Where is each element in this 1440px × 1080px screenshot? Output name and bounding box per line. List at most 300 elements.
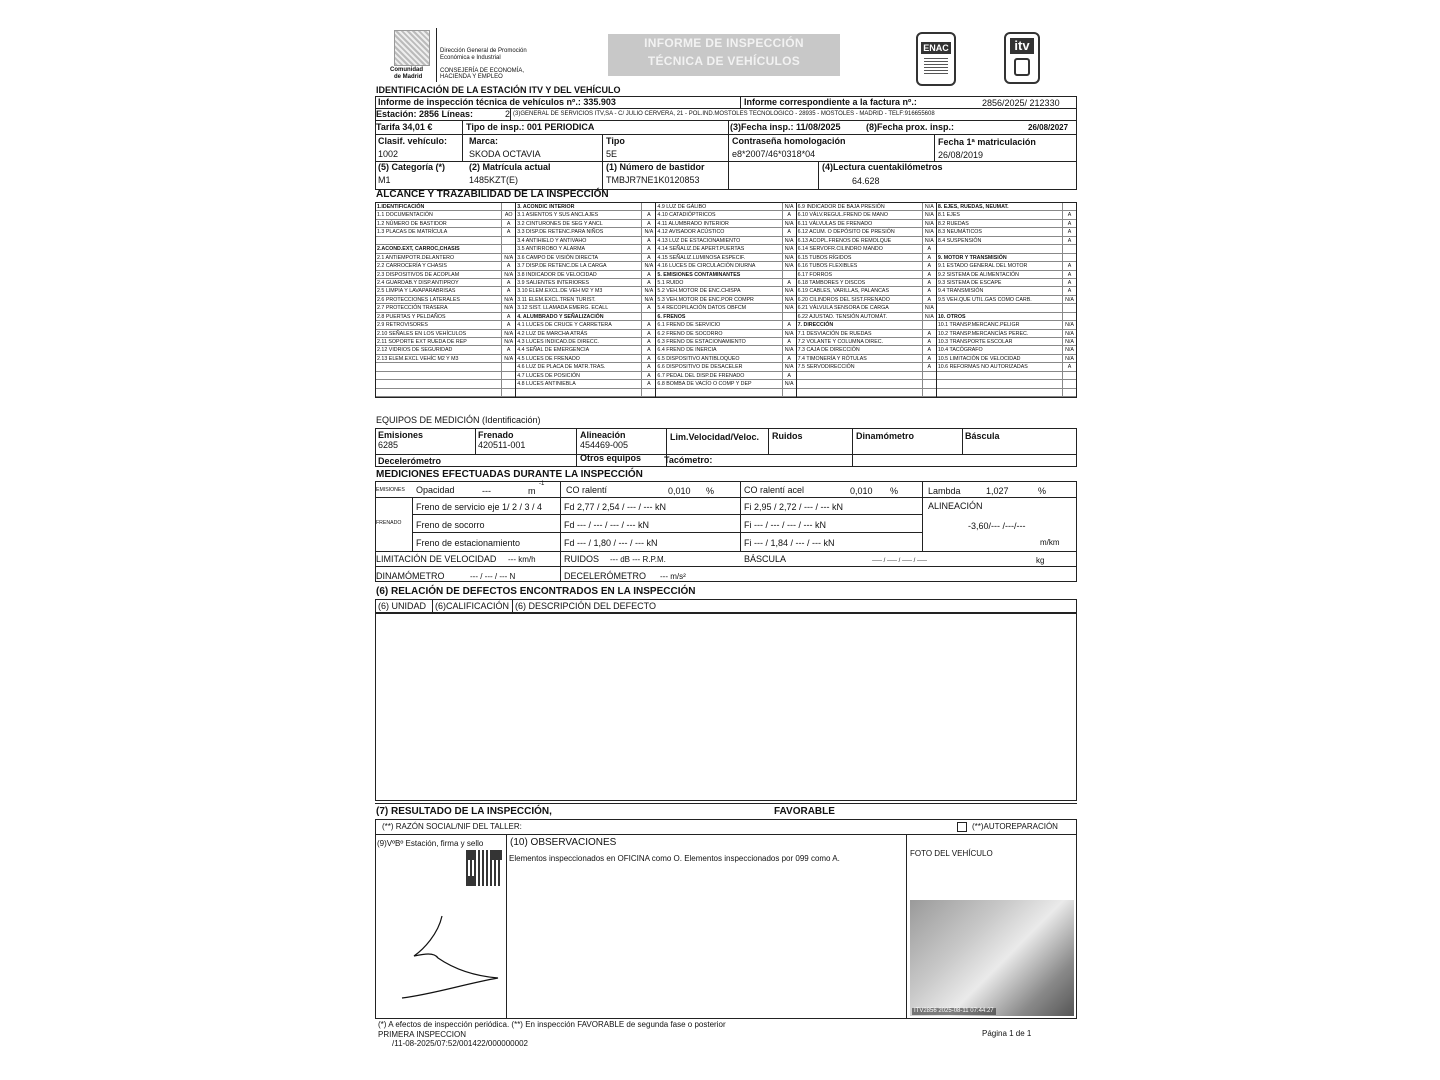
alcance-item-label: 3.5 ANTIRROBO Y ALARMA	[517, 246, 586, 253]
alcance-item-label: 4.10 CATADIÓPTRICOS	[657, 212, 716, 219]
lambda-val: 1,027	[986, 486, 1009, 496]
otros-eq-label: Otros equipos	[580, 453, 642, 463]
alcance-item	[376, 254, 515, 262]
alcance-item-result: N/A	[1062, 321, 1076, 328]
alcance-item	[656, 211, 795, 219]
alcance-item	[516, 296, 655, 304]
alcance-item-label: 2.1 ANTIEMPOTR.DELANTERO	[377, 254, 455, 261]
inspection-report	[372, 24, 1078, 1064]
org-line-3: CONSEJERÍA DE ECONOMÍA,	[440, 68, 525, 74]
alcance-item-label: 10.4 TACÓGRAFO	[937, 347, 983, 354]
alcance-item-label: 2.12 VIDRIOS DE SEGURIDAD	[377, 347, 453, 354]
alcance-item-label: 2.2 CARROCERÍA Y CHASIS	[377, 263, 447, 270]
alcance-item	[376, 279, 515, 287]
alcance-item-label: 3.3 DISP.DE RETENC.PARA NIÑOS	[517, 229, 604, 236]
alcance-item-result: A	[782, 321, 796, 328]
alineacion-unit: m/km	[1040, 538, 1060, 547]
alcance-item	[937, 389, 1076, 397]
section-equipos: EQUIPOS DE MEDICIÓN (Identificación)	[376, 415, 541, 425]
alcance-item-label: 4.14 SEÑALIZ.DE APERT.PUERTAS	[657, 246, 745, 253]
alcance-item-result: A	[922, 363, 936, 370]
alcance-item-result: N/A	[1062, 330, 1076, 337]
cuentakm-value: 64.628	[852, 176, 880, 186]
alcance-item-result: A	[641, 211, 655, 218]
alcance-item-result: N/A	[1062, 346, 1076, 353]
fecha-matricula-label: Fecha 1ª matriculación	[938, 137, 1036, 147]
freno-estac-label: Freno de estacionamiento	[416, 538, 521, 548]
alcance-item	[376, 211, 515, 219]
alcance-item-label: 4.7 LUCES DE POSICIÓN	[517, 372, 580, 379]
alcance-item-label: 4.8 LUCES ANTINIEBLA	[517, 381, 576, 388]
alcance-item	[516, 304, 655, 312]
alcance-item-label: 9.4 TRANSMISIÓN	[937, 288, 984, 295]
alcance-item-label	[376, 380, 501, 387]
alcance-item-result: A	[641, 321, 655, 328]
defectos-col-unidad: (6) UNIDAD	[378, 601, 427, 611]
alcance-item-result	[1062, 254, 1076, 261]
alcance-item-label: 4.6 LUZ DE PLACA DE MATR.TRAS.	[517, 364, 606, 371]
autoreparacion-label: (**)AUTOREPARACIÓN	[972, 822, 1058, 831]
alcance-item-label: 2.10 SEÑALES EN LOS VEHÍCULOS	[377, 330, 467, 337]
lineas-value: 2	[505, 109, 511, 119]
alcance-item-label: 9.3 SISTEMA DE ESCAPE	[937, 279, 1002, 286]
co-acel-val: 0,010	[850, 486, 873, 496]
alcance-item	[797, 321, 936, 329]
alcance-item-result	[922, 372, 936, 379]
alcance-item-result	[1062, 245, 1076, 252]
tipo-label: Tipo	[606, 136, 625, 146]
alcance-item	[516, 228, 655, 236]
alcance-item	[656, 330, 795, 338]
alcance-item-result: AO	[501, 211, 515, 218]
alcance-item-result: A	[501, 346, 515, 353]
alcance-item-result: N/A	[782, 346, 796, 353]
alcance-item	[797, 380, 936, 388]
alcance-grid	[375, 202, 1077, 398]
alcance-item-result: N/A	[922, 220, 936, 227]
alcance-column	[937, 203, 1076, 397]
alineacion-label: ALINEACIÓN	[928, 501, 983, 511]
freno-servicio-fi: Fi 2,95 / 2,72 / --- / --- kN	[744, 502, 844, 512]
alcance-item-result: N/A	[641, 262, 655, 269]
co-ralenti-pct: %	[706, 486, 715, 496]
alcance-item-result: A	[1062, 287, 1076, 294]
alcance-item-result: A	[1062, 271, 1076, 278]
alcance-item-label: 3.10 ELEM.EXCL.DE VEH M2 Y M3	[517, 288, 603, 295]
alcance-item-label: 10. OTROS	[937, 313, 966, 320]
alcance-item-result	[501, 389, 515, 396]
alcance-item-result: N/A	[782, 220, 796, 227]
alcance-item-result	[641, 313, 655, 320]
alcance-item-label	[376, 237, 501, 244]
alcance-item	[376, 237, 515, 245]
alcance-item-label	[656, 389, 781, 396]
madrid-crest-icon	[394, 30, 430, 66]
alcance-item-result: N/A	[501, 330, 515, 337]
alcance-item-result	[641, 203, 655, 210]
alcance-item-label: 8.2 RUEDAS	[937, 220, 969, 227]
alcance-item-result	[501, 203, 515, 210]
alcance-item-label: 6.3 FRENO DE ESTACIONAMIENTO	[657, 339, 746, 345]
alcance-item-result: N/A	[782, 262, 796, 269]
bastidor-value: TMBJR7NE1K0120853	[606, 175, 700, 185]
informe-number: Informe de inspección técnica de vehículos nº.: 335.903	[378, 97, 616, 107]
fecha-matricula: 26/08/2019	[938, 150, 984, 160]
matricula-value: 1485KZT(E)	[469, 175, 519, 185]
decelerometro-label: DECELERÓMETRO	[564, 571, 647, 581]
alcance-item-result: A	[641, 237, 655, 244]
emisiones-tag: EMISIONES	[376, 487, 405, 493]
alcance-item	[376, 330, 515, 338]
alcance-item-result: A	[1062, 220, 1076, 227]
ruidos-val: --- dB --- R.P.M.	[610, 555, 666, 564]
alcance-item-result: N/A	[641, 296, 655, 303]
alcance-item-label: 2.3 DISPOSITIVOS DE ACOPLAM	[377, 271, 460, 278]
cuentakm-label: (4)Lectura cuentakilómetros	[822, 162, 943, 172]
alcance-item	[656, 271, 795, 279]
itv-logo-text: itv	[1010, 38, 1034, 54]
alcance-item	[376, 380, 515, 388]
alcance-item-result: N/A	[782, 203, 796, 210]
alcance-item-label	[516, 389, 641, 396]
alcance-item-result	[1062, 372, 1076, 379]
alcance-item-label	[797, 389, 922, 396]
limvel-eq-label: Lim.Velocidad/Veloc.	[670, 432, 760, 442]
alcance-item-label: 9.5 VEH.QUE UTIL.GAS COMO CARB.	[937, 296, 1032, 303]
alcance-item	[516, 262, 655, 270]
alcance-item-label: 6.4 FRENO DE INERCIA	[657, 347, 717, 354]
opacidad-unit: m	[528, 486, 536, 496]
alcance-item	[656, 380, 795, 388]
alcance-item-label: 6.13 ACOPL.FRENOS DE REMOLQUE	[797, 237, 892, 244]
alcance-item-label: 1.1 DOCUMENTACIÓN	[377, 212, 433, 219]
alcance-item	[937, 304, 1076, 312]
alcance-item-result: A	[641, 338, 655, 345]
factura-label: Informe correspondiente a la factura nº.:	[744, 97, 917, 107]
homolog-label: Contraseña homologación	[732, 136, 846, 146]
alcance-item-label: 6. FRENOS	[657, 313, 686, 320]
alcance-item	[516, 330, 655, 338]
tarifa: Tarifa 34,01 €	[376, 122, 433, 132]
alcance-item-result: A	[1062, 279, 1076, 286]
report-title	[608, 34, 840, 76]
alcance-item-result: A	[641, 346, 655, 353]
opacidad-exp: -1	[539, 481, 545, 487]
alcance-item-result: N/A	[1062, 338, 1076, 345]
alcance-item-result: A	[922, 338, 936, 345]
alcance-item	[656, 228, 795, 236]
alcance-item-result: N/A	[922, 211, 936, 218]
enac-logo-text: ENAC	[921, 42, 951, 54]
alcance-item-label: 10.6 REFORMAS NO AUTORIZADAS	[937, 364, 1028, 371]
alcance-item	[376, 287, 515, 295]
alcance-item-result: A	[641, 279, 655, 286]
ruidos-label: RUIDOS	[564, 554, 600, 564]
alcance-item	[516, 279, 655, 287]
alcance-item-label: 7.5 SERVODIRECCIÓN	[797, 364, 855, 371]
alcance-item-label: 4.12 AVISADOR ACÚSTICO	[657, 229, 725, 236]
freno-estac-fd: Fd --- / 1,80 / --- / --- kN	[564, 538, 658, 548]
decelerometro-eq-label: Decelerómetro	[378, 456, 442, 466]
freno-servicio-label: Freno de servicio eje 1/ 2 / 3 / 4	[416, 502, 543, 512]
alcance-item	[937, 245, 1076, 253]
org-line-1: Dirección General de Promoción	[440, 48, 527, 54]
alcance-item-result: N/A	[782, 304, 796, 311]
alcance-item-label: 6.14 SERVOFR.CILINDRO MANDO	[797, 246, 883, 253]
alcance-item	[937, 338, 1076, 346]
alcance-item	[797, 338, 936, 346]
alcance-item-label: 6.9 INDICADOR DE BAJA PRESIÓN	[797, 204, 885, 210]
alcance-item-result: N/A	[641, 228, 655, 235]
alcance-item	[516, 254, 655, 262]
co-acel-pct: %	[890, 486, 899, 496]
alcance-item	[797, 355, 936, 363]
bascula-kg: kg	[1036, 556, 1045, 565]
alcance-item-result: A	[922, 296, 936, 303]
alcance-item	[937, 262, 1076, 270]
categoria-value: M1	[378, 175, 391, 185]
alcance-item-result	[922, 389, 936, 396]
alcance-item-label: 10.3 TRANSPORTE ESCOLAR	[937, 339, 1013, 345]
itv-logo	[1004, 32, 1040, 84]
alcance-item-label: 9.1 ESTADO GENERAL DEL MOTOR	[937, 263, 1028, 270]
comunidad-label: Comunidad	[390, 67, 423, 73]
alcance-item-label: 5.1 RUIDO	[657, 279, 684, 286]
section-alcance: ALCANCE Y TRAZABILIDAD DE LA INSPECCIÓN	[376, 189, 609, 200]
alcance-item-result: A	[641, 380, 655, 387]
footer-primera: PRIMERA INSPECCION	[378, 1030, 467, 1039]
alcance-item-label: 2.9 RETROVISORES	[377, 322, 428, 329]
alcance-item-label: 2.8 PUERTAS Y PELDAÑOS	[377, 313, 446, 320]
matricula-label: (2) Matrícula actual	[469, 162, 551, 172]
alcance-item	[376, 389, 515, 397]
alcance-item-label: 3.2 CINTURONES DE SEG Y ANCL	[517, 220, 603, 227]
alcance-item	[797, 389, 936, 397]
alcance-item-result: A	[501, 287, 515, 294]
alcance-item-result: N/A	[641, 287, 655, 294]
bastidor-label: (1) Número de bastidor	[606, 162, 705, 172]
alcance-item-label	[376, 372, 501, 379]
alcance-item	[656, 254, 795, 262]
alcance-item	[797, 203, 936, 211]
alcance-item	[516, 372, 655, 380]
alcance-item	[656, 389, 795, 397]
alcance-item-label: 4.4 SEÑAL DE EMERGENCIA	[517, 347, 590, 354]
alcance-item-result: A	[922, 271, 936, 278]
co-ralenti-label: CO ralentí	[566, 485, 608, 495]
alcance-item-result: N/A	[782, 254, 796, 261]
alcance-item-label: 3.11 ELEM.EXCL.TREN TURIST.	[517, 296, 596, 303]
alcance-item	[656, 220, 795, 228]
alcance-item-result	[501, 380, 515, 387]
alcance-item	[516, 338, 655, 346]
alcance-item-result: A	[641, 304, 655, 311]
org-line-4: HACIENDA Y EMPLEO	[440, 74, 503, 80]
alcance-item	[797, 296, 936, 304]
decelerometro-val: --- m/s²	[660, 572, 686, 581]
section-identificacion: IDENTIFICACIÓN DE LA ESTACIÓN ITV Y DEL VEHÍCULO	[376, 85, 621, 95]
alcance-item-result: A	[782, 355, 796, 362]
alcance-item	[937, 211, 1076, 219]
alcance-item-result: A	[782, 211, 796, 218]
alcance-item-label: 6.8 BOMBA DE VACÍO O COMP Y DEP	[657, 381, 752, 388]
fecha-inspeccion: (3)Fecha insp.: 11/08/2025	[730, 122, 841, 132]
autoreparacion-checkbox[interactable]	[957, 822, 967, 832]
alcance-item-result: A	[922, 279, 936, 286]
alcance-item-label: 3.7 DISP.DE RETENC.DE LA CARGA	[517, 263, 607, 270]
qr-code-icon	[466, 850, 502, 886]
alcance-item	[937, 380, 1076, 388]
bascula-eq-label: Báscula	[965, 431, 1000, 441]
alcance-item-result: A	[641, 363, 655, 370]
observaciones-text: Elementos inspeccionados en OFICINA como O. Elementos inspeccionados por 099 como A.	[509, 854, 840, 863]
alcance-item	[937, 355, 1076, 363]
alcance-item-result: A	[922, 355, 936, 362]
alcance-item-result	[1062, 203, 1076, 210]
lambda-pct: %	[1038, 486, 1047, 496]
alcance-item-result	[1062, 380, 1076, 387]
alcance-item-result	[501, 363, 515, 370]
alineacion-eq-label: Alineación	[580, 430, 626, 440]
alcance-item	[937, 271, 1076, 279]
co-acel-label: CO ralentí acel	[744, 485, 805, 495]
section-mediciones: MEDICIONES EFECTUADAS DURANTE LA INSPECCIÓN	[376, 469, 643, 480]
alcance-item-result: A	[501, 321, 515, 328]
alcance-item-label: 2.5 LIMPIA Y LAVAPARABRISAS	[377, 288, 456, 295]
alcance-item-result: N/A	[782, 237, 796, 244]
alcance-item-result: A	[641, 355, 655, 362]
alcance-item-result: A	[501, 228, 515, 235]
lambda-label: Lambda	[928, 486, 961, 496]
alcance-item	[797, 363, 936, 371]
alcance-item-label: 6.11 VÁLVULAS DE FRENADO	[797, 220, 873, 227]
alcance-item-label: 3.9 SALIENTES INTERIORES	[517, 279, 590, 286]
estacion-label: Estación: 2856 Líneas:	[376, 109, 474, 119]
alcance-item-result: A	[641, 254, 655, 261]
alcance-item-result: A	[501, 220, 515, 227]
alcance-item	[376, 313, 515, 321]
alcance-item-result: A	[641, 330, 655, 337]
freno-servicio-fd: Fd 2,77 / 2,54 / --- / --- kN	[564, 502, 667, 512]
emisiones-eq: 6285	[378, 440, 399, 450]
alcance-item	[656, 363, 795, 371]
alcance-item-label: 6.7 PEDAL DEL DISP.DE FRENADO	[657, 372, 745, 379]
alcance-item	[656, 279, 795, 287]
alcance-item-result: A	[782, 279, 796, 286]
clasif-value: 1002	[378, 149, 399, 159]
defectos-col-descripcion: (6) DESCRIPCIÓN DEL DEFECTO	[515, 601, 657, 611]
alcance-item	[516, 220, 655, 228]
alcance-item	[376, 321, 515, 329]
alcance-item-label: 6.6 DISPOSITIVO DE DESACELER	[657, 364, 743, 371]
alcance-item	[656, 321, 795, 329]
alcance-item	[937, 296, 1076, 304]
page-number: Página 1 de 1	[982, 1029, 1032, 1038]
ruidos-eq-label: Ruidos	[772, 431, 803, 441]
alcance-item	[656, 287, 795, 295]
observaciones-title: (10) OBSERVACIONES	[510, 837, 617, 848]
alcance-column	[376, 203, 516, 397]
alcance-item-label: 3.12 SIST. LLAMADA EMERG. ECALL	[517, 305, 609, 312]
alcance-item	[797, 304, 936, 312]
fecha-proxima: 26/08/2027	[1028, 123, 1069, 132]
alcance-item-result: N/A	[922, 203, 936, 210]
alcance-item-label: 4.15 SEÑALIZ.LUMINOSA ESPECIF.	[657, 254, 746, 261]
alcance-item	[797, 372, 936, 380]
alcance-item-label: 7.1 DESVIACIÓN DE RUEDAS	[797, 330, 872, 337]
alcance-item-label: 5.2 VEH.MOTOR DE ENC.CHISPA	[657, 288, 741, 295]
alcance-item-result: N/A	[1062, 355, 1076, 362]
alcance-item-result: A	[1062, 262, 1076, 269]
madrid-label: de Madrid	[394, 74, 423, 80]
dinamometro-eq-label: Dinamómetro	[856, 431, 915, 441]
alcance-item-label: 1.3 PLACAS DE MATRÍCULA	[377, 229, 448, 236]
alcance-item	[797, 330, 936, 338]
alcance-item-label	[797, 372, 922, 379]
alcance-item-result: N/A	[782, 363, 796, 370]
alcance-item	[376, 220, 515, 228]
alcance-column	[516, 203, 656, 397]
alcance-item-label: 6.22 AJUSTAD. TENSIÓN AUTOMÁT.	[797, 313, 888, 320]
alcance-item	[797, 228, 936, 236]
alcance-item-result	[501, 245, 515, 252]
alcance-item	[376, 262, 515, 270]
alcance-item-label: 7. DIRECCIÓN	[797, 322, 834, 329]
fecha-proxima-label: (8)Fecha prox. insp.:	[866, 122, 955, 132]
photo-stamp: ITV2856 2025-08-11 07:44:27	[914, 1008, 994, 1015]
alcance-item-result: A	[1062, 363, 1076, 370]
alcance-item-result: A	[922, 346, 936, 353]
org-line-2: Económica e Industrial	[440, 55, 501, 61]
alcance-item-result: A	[641, 271, 655, 278]
alcance-item	[376, 304, 515, 312]
alcance-item	[656, 245, 795, 253]
alcance-item-result	[782, 271, 796, 278]
tipo-value: 5E	[606, 149, 618, 159]
alcance-item-label	[937, 304, 1062, 311]
estacion-desc: (3)GENERAL DE SERVICIOS ITV,SA - C/ JULIO CERVERA, 21 - POL.IND.MOSTOLES TECNOLOGICO - 28935 - MOSTOLES - MADRID - TELF:916655608	[513, 111, 935, 117]
dinamometro-val: --- / --- / --- N	[470, 572, 516, 581]
alcance-item-label: 8.4 SUSPENSIÓN	[937, 237, 982, 244]
alcance-item-label: 1.2 NÚMERO DE BASTIDOR	[377, 220, 447, 227]
alcance-item-label: 2.6 PROTECCIONES LATERALES	[377, 296, 460, 303]
alcance-item-result	[922, 321, 936, 328]
alcance-item	[656, 296, 795, 304]
alcance-item-label: 4.2 LUZ DE MARCHA ATRÁS	[517, 330, 588, 337]
alcance-item-result: A	[501, 279, 515, 286]
freno-estac-fi: Fi --- / 1,84 / --- / --- kN	[744, 538, 835, 548]
alcance-item	[797, 271, 936, 279]
alcance-item-result: A	[922, 254, 936, 261]
alcance-item-result: N/A	[501, 338, 515, 345]
alcance-item	[797, 237, 936, 245]
alcance-item	[937, 313, 1076, 321]
alcance-item-label: 5. EMISIONES CONTAMINANTES	[657, 271, 741, 278]
alcance-item-result: A	[782, 228, 796, 235]
defectos-area	[375, 613, 1077, 801]
section-defectos: (6) RELACIÓN DE DEFECTOS ENCONTRADOS EN LA INSPECCIÓN	[376, 586, 696, 597]
alcance-item-label: 4.13 LUZ DE ESTACIONAMIENTO	[657, 237, 741, 244]
alcance-item-result: N/A	[1062, 296, 1076, 303]
alcance-item-result	[1062, 304, 1076, 311]
resultado-value: FAVORABLE	[774, 806, 835, 817]
alcance-item-label: 6.18 TAMBORES Y DISCOS	[797, 279, 866, 286]
razon-social: (**) RAZÓN SOCIAL/NIF DEL TALLER:	[382, 822, 522, 831]
marca-value: SKODA OCTAVIA	[469, 149, 541, 159]
alcance-item-label: 8.3 NEUMÁTICOS	[937, 229, 982, 236]
alcance-item-result	[1062, 313, 1076, 320]
alcance-item-result: A	[1062, 211, 1076, 218]
